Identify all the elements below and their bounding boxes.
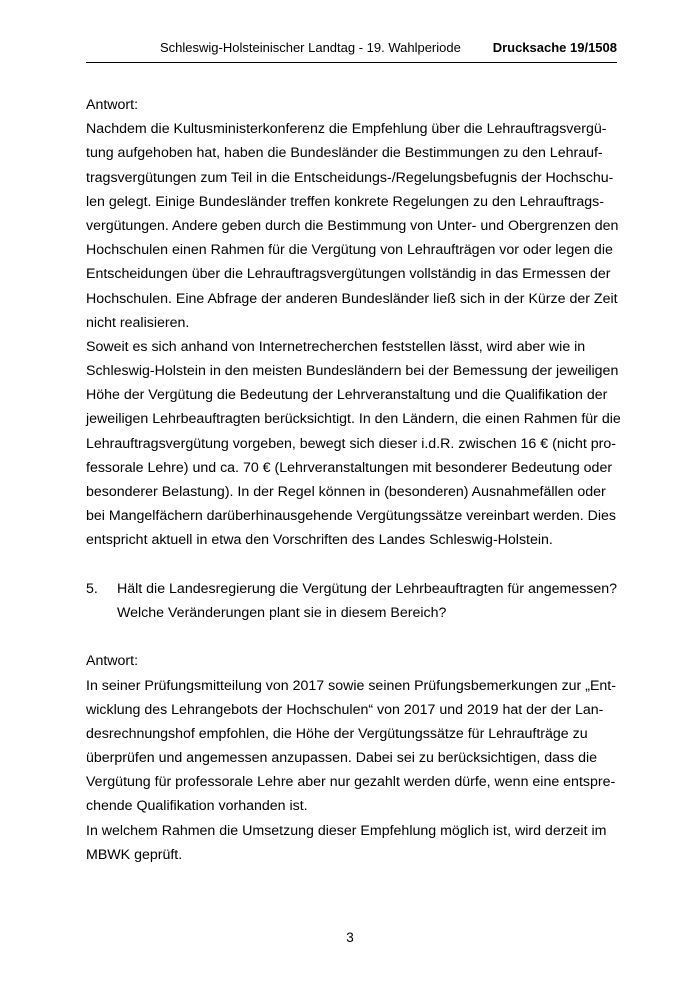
page-header xyxy=(86,38,617,63)
text-line: Soweit es sich anhand von Internetrecherchen feststellen lässt, wird aber wie in xyxy=(86,338,586,355)
text-line: Höhe der Vergütung die Bedeutung der Lehrveranstaltung und die Qualifikation der xyxy=(86,387,608,404)
text-line: fessorale Lehre) und ca. 70 € (Lehrveranstaltungen mit besonderer Bedeutung oder xyxy=(86,459,613,476)
question-line xyxy=(86,577,617,601)
text-line: vergütungen. Andere geben durch die Bestimmung von Unter- und Obergrenzen den xyxy=(86,217,619,234)
text-line: Entscheidungen über die Lehrauftragsvergütungen vollständig in das Ermessen der xyxy=(86,266,611,283)
text-line: Hochschulen einen Rahmen für die Vergütung von Lehraufträgen vor oder legen die xyxy=(86,242,613,259)
text-line: In seiner Prüfungsmitteilung von 2017 sowie seinen Prüfungsbemerkungen zur „Ent- xyxy=(86,677,616,694)
document-number: Drucksache 19/1508 xyxy=(492,40,617,55)
header-title: Schleswig-Holsteinischer Landtag - 19. Wahlperiode xyxy=(160,40,461,55)
text-line: nicht realisieren. xyxy=(86,314,190,331)
paragraph-1 xyxy=(86,117,617,335)
text-line: len gelegt. Einige Bundesländer treffen konkrete Regelungen zu den Lehrauftrags- xyxy=(86,193,604,210)
text-line: überprüfen und angemessen anzupassen. Dabei sei zu berücksichtigen, dass die xyxy=(86,750,598,767)
text-line: jeweiligen Lehrbeauftragten berücksichtigt. In den Ländern, die einen Rahmen für die xyxy=(86,411,621,428)
blank-line xyxy=(86,553,617,577)
paragraph-2 xyxy=(86,335,621,553)
text-line: Schleswig-Holstein in den meisten Bundesländern bei der Bemessung der jeweiligen xyxy=(86,363,619,380)
text-line: Vergütung für professorale Lehre aber nur gezahlt werden dürfe, wenn eine entspre- xyxy=(86,774,616,791)
blank-line xyxy=(86,625,617,649)
text-line: besonderer Belastung). In der Regel können in (besonderen) Ausnahmefällen oder xyxy=(86,484,606,500)
text-line: Nachdem die Kultusministerkonferenz die Empfehlung über die Lehrauftragsvergü- xyxy=(86,121,607,138)
question-text: Welche Veränderungen plant sie in diesem Bereich? xyxy=(117,604,447,621)
text-line: tragsvergütungen zum Teil in die Entscheidungs-/Regelungsbefugnis der Hochschu- xyxy=(86,169,614,186)
text-line: tung aufgehoben hat, haben die Bundesländer die Bestimmungen zu den Lehrauf- xyxy=(86,145,603,162)
answer-label: Antwort: xyxy=(86,653,139,670)
paragraph-3 xyxy=(86,674,617,819)
paragraph-4 xyxy=(86,819,617,867)
page-number: 3 xyxy=(346,930,354,945)
question-number: 5. xyxy=(86,580,98,597)
text-line: Lehrauftragsvergütung vorgeben, bewegt sich dieser i.d.R. zwischen 16 € (nicht pro- xyxy=(86,435,616,452)
question-5 xyxy=(86,577,617,625)
text-line: MBWK geprüft. xyxy=(86,846,183,863)
question-line xyxy=(86,601,617,625)
document-body xyxy=(86,93,621,867)
question-text: Hält die Landesregierung die Vergütung der Lehrbeauftragten für angemessen? xyxy=(117,580,618,597)
text-line: entspricht aktuell in etwa den Vorschriften des Landes Schleswig-Holstein. xyxy=(86,532,553,549)
text-line: wicklung des Lehrangebots der Hochschulen“ von 2017 und 2019 hat der der Lan- xyxy=(86,701,604,718)
text-line: desrechnungshof empfohlen, die Höhe der Vergütungssätze für Lehraufträge zu xyxy=(86,725,588,742)
answer-label: Antwort: xyxy=(86,97,139,113)
text-line: bei Mangelfächern darüberhinausgehende Vergütungssätze vereinbart werden. Dies xyxy=(86,508,617,525)
text-line: chende Qualifikation vorhanden ist. xyxy=(86,798,308,815)
text-line: In welchem Rahmen die Umsetzung dieser Empfehlung möglich ist, wird derzeit im xyxy=(86,822,607,839)
text-line: Hochschulen. Eine Abfrage der anderen Bundesländer ließ sich in der Kürze der Zeit xyxy=(86,290,618,307)
